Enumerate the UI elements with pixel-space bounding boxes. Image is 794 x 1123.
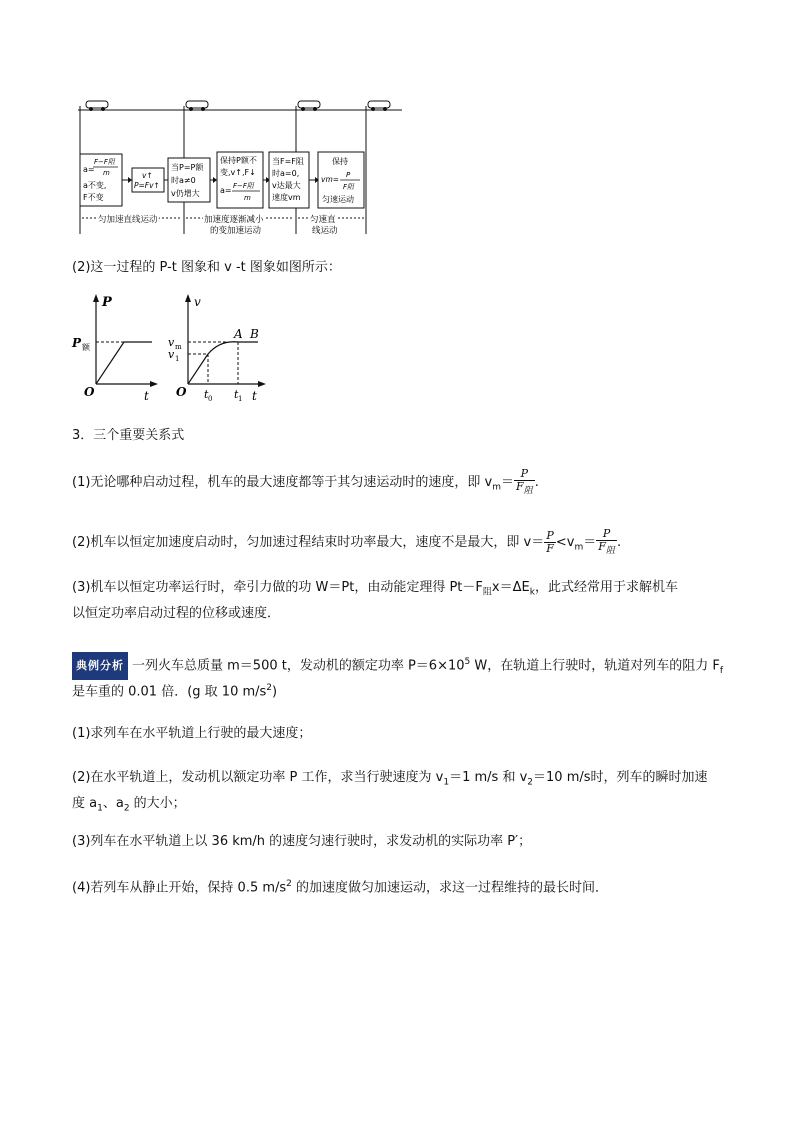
box3-line1: 当P=P额	[171, 163, 204, 172]
vt-t0-label: t	[204, 388, 209, 401]
phase3-label-line2: 线运动	[312, 226, 338, 236]
box3-line3: v仍增大	[171, 189, 200, 198]
relation1: (1)无论哪种启动过程，机车的最大速度都等于其匀速运动时的速度，即 $v_m=$ $\frac{P}{F_阻}$ .	[72, 467, 539, 497]
pt-origin: O	[84, 385, 95, 399]
example-tag: 典例分析	[72, 652, 128, 680]
vt-v1-label: v	[168, 348, 175, 361]
box4-frac-den: m	[244, 194, 251, 202]
box6-frac-num: P	[346, 171, 351, 179]
relation3-line1: (3)机车以恒定功率运行时，牵引力做的功 W＝Pt，由动能定理得 $Pt-F_阻x=\Delta E_k$，此式经常用于求解机车	[72, 580, 678, 598]
vt-y-label: v	[194, 295, 201, 309]
box6-line1: 保持	[332, 157, 348, 166]
box4-frac-num: F−F阻	[233, 182, 254, 190]
vt-t0-sub: 0	[208, 395, 213, 403]
box6-line2: vm=	[321, 175, 340, 184]
box5-line4: 速度vm	[272, 193, 301, 202]
section3-title: 3．三个重要关系式	[72, 428, 185, 443]
pt-graph	[70, 292, 160, 404]
box5-line3: v达最大	[272, 181, 301, 190]
box2-line2: P=Fv↑	[134, 181, 160, 190]
vt-graph	[166, 292, 270, 404]
phase2-label-line2: 的变加速运动	[210, 226, 262, 236]
question4: (4)若列车从静止开始，保持 0.5 $m/s^2$ 的加速度做匀加速运动，求这一过程维持的最长时间．	[72, 879, 609, 896]
relation2: (2)机车以恒定加速度启动时，匀加速过程结束时功率最大，速度不是最大，即 v＝ $\frac{P}{F}$ $<v_m=$ $\frac{P}{F_阻}$ .	[72, 527, 622, 557]
motion-flow-diagram	[72, 92, 408, 238]
vt-point-a: A	[234, 327, 243, 341]
box2-line1: v↑	[142, 171, 153, 180]
example-line1: 典例分析 一列火车总质量 m＝500 t，发动机的额定功率 $P=6\times 10^5$ W，在轨道上行驶时，轨道对列车的阻力 $F_f$	[72, 650, 723, 683]
vt-t1-label: t	[234, 388, 239, 401]
vt-point-b: B	[250, 327, 259, 341]
vt-x-label: t	[252, 389, 257, 403]
phase2-label-line1: 加速度逐渐减小	[204, 215, 264, 225]
example-line2: 是车重的 0.01 倍．(g 取 10 $m/s^2$)	[72, 683, 278, 700]
pt-level-label: P	[72, 336, 82, 350]
pt-x-label: t	[144, 389, 149, 403]
box1-line3: F不变	[83, 193, 104, 202]
r2-fraction1: $\frac{P}{F}$	[546, 529, 554, 556]
phase3-label-line1: 匀速直	[310, 215, 336, 225]
box4-line3: a=	[220, 186, 232, 195]
pt-level-sub: 额	[82, 343, 90, 352]
box1-line2: a不变,	[83, 181, 107, 190]
question2-line2: 度 $a_1$、$a_2$ 的大小；	[72, 796, 186, 814]
r1-fraction: $\frac{P}{F_阻}$	[516, 467, 533, 497]
vt-vm-label: v	[168, 336, 175, 349]
box3-line2: 时a≠0	[171, 176, 196, 185]
question3: (3)列车在水平轨道上以 36 km/h 的速度匀速行驶时，求发动机的实际功率 P′；	[72, 834, 532, 849]
pt-y-label: P	[102, 295, 112, 310]
vt-t1-sub: 1	[238, 395, 243, 403]
phase1-label: 匀加速直线运动	[98, 215, 158, 225]
box1-frac-num: F−F阻	[94, 158, 115, 166]
vt-vm-sub: m	[175, 343, 182, 351]
box6-line3: 匀速运动	[322, 195, 354, 204]
r2-fraction2: $\frac{P}{F_阻}$	[598, 527, 615, 557]
box6-frac-den: F阻	[343, 183, 355, 191]
question1: (1)求列车在水平轨道上行驶的最大速度；	[72, 726, 312, 741]
relation3-line2: 以恒定功率启动过程的位移或速度．	[72, 606, 281, 621]
box5-line1: 当F=F阻	[272, 157, 304, 166]
vt-origin: O	[176, 385, 187, 399]
box5-line2: 时a=0,	[272, 169, 300, 178]
vt-v1-sub: 1	[175, 355, 180, 363]
box4-line2: 变,v↑,F↓	[220, 168, 256, 177]
box1-line1: a=	[83, 165, 95, 174]
box4-line1: 保持P额不	[220, 156, 257, 165]
p2-text: (2)这一过程的 P-t 图象和 v -t 图象如图所示：	[72, 260, 341, 275]
box1-frac-den: m	[103, 169, 110, 177]
question2-line1: (2)在水平轨道上，发动机以额定功率 P 工作，求当行驶速度为 $v_1=1$ m/s 和 $v_2=10$ m/s时，列车的瞬时加速	[72, 770, 708, 788]
